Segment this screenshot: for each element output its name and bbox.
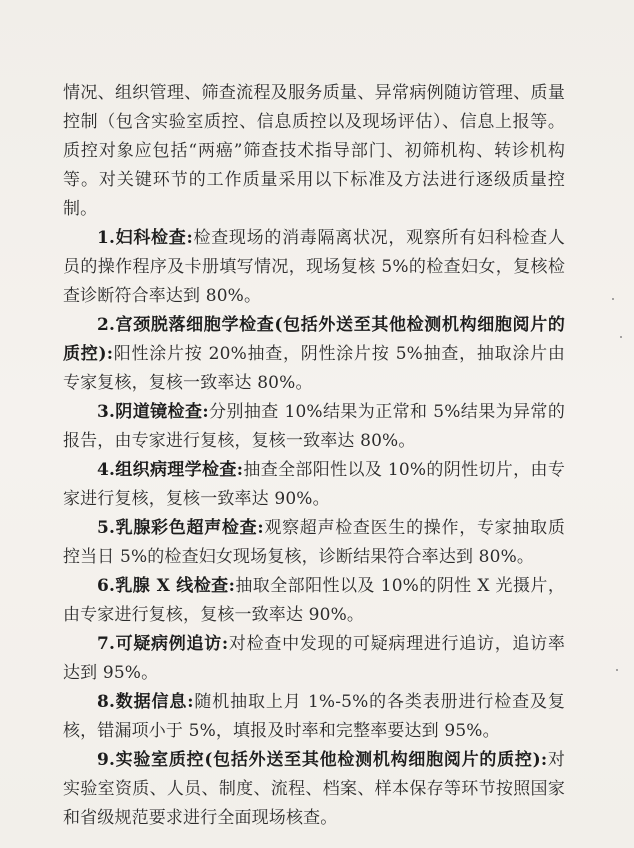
item-heading: 3.阴道镜检查: [97,402,209,422]
item-text: 抽取全部阳性以及 10%的阴性 X 光摄片，由专家进行复核，复核一致率达 90%。 [63,576,565,625]
item-suspicious-case-followup [63,630,565,688]
item-data-information [63,688,565,746]
item-breast-xray [63,572,565,630]
item-text: 随机抽取上月 1%-5%的各类表册进行检查及复核，错漏项小于 5%，填报及时率和完整率要达到 95%。 [63,692,565,741]
item-cervical-cytology [63,311,565,398]
item-heading: 4.组织病理学检查: [97,460,244,480]
item-histopathology [63,456,565,514]
scan-speck [612,298,614,300]
scan-speck [616,669,618,671]
item-heading: 8.数据信息: [97,692,194,712]
item-text: 对实验室资质、人员、制度、流程、档案、样本保存等环节按照国家和省级规范要求进行全面现场核查。 [63,750,565,828]
item-text: 抽查全部阳性以及 10%的阴性切片，由专家进行复核，复核一致率达 90%。 [63,460,565,509]
item-heading: 9.实验室质控(包括外送至其他检测机构细胞阅片的质控): [97,750,548,770]
item-text: 阳性涂片按 20%抽查，阴性涂片按 5%抽查，抽取涂片由专家复核，复核一致率达 80%。 [63,344,566,393]
item-text: 观察超声检查医生的操作，专家抽取质控当日 5%的检查妇女现场复核，诊断结果符合率达到 80%。 [63,518,565,567]
item-heading: 7.可疑病例追访: [97,634,229,654]
item-heading: 6.乳腺 X 线检查: [97,576,236,596]
document-body [63,79,565,833]
scan-speck [620,336,622,338]
item-heading: 1.妇科检查: [97,228,193,248]
item-gynecology-exam [63,224,565,311]
intro-paragraph: 情况、组织管理、筛查流程及服务质量、异常病例随访管理、质量控制（包含实验室质控、信息质控以及现场评估）、信息上报等。质控对象应包括“两癌”筛查技术指导部门、初筛机构、转诊机构等。对关键环节的工作质量采用以下标准及方法进行逐级质量控制。 [63,83,565,219]
item-text: 对检查中发现的可疑病理进行追访，追访率达到 95%。 [63,634,565,683]
item-text: 分别抽查 10%结果为正常和 5%结果为异常的报告，由专家进行复核，复核一致率达 80%。 [63,402,565,451]
item-colposcopy [63,398,565,456]
item-breast-ultrasound [63,514,565,572]
item-text: 检查现场的消毒隔离状况，观察所有妇科检查人员的操作程序及卡册填写情况，现场复核 5%的检查妇女，复核检查诊断符合率达到 80%。 [63,228,565,306]
item-heading: 2.宫颈脱落细胞学检查(包括外送至其他检测机构细胞阅片的质控): [63,315,565,364]
item-heading: 5.乳腺彩色超声检查: [97,518,264,538]
item-laboratory-qc [63,746,565,833]
